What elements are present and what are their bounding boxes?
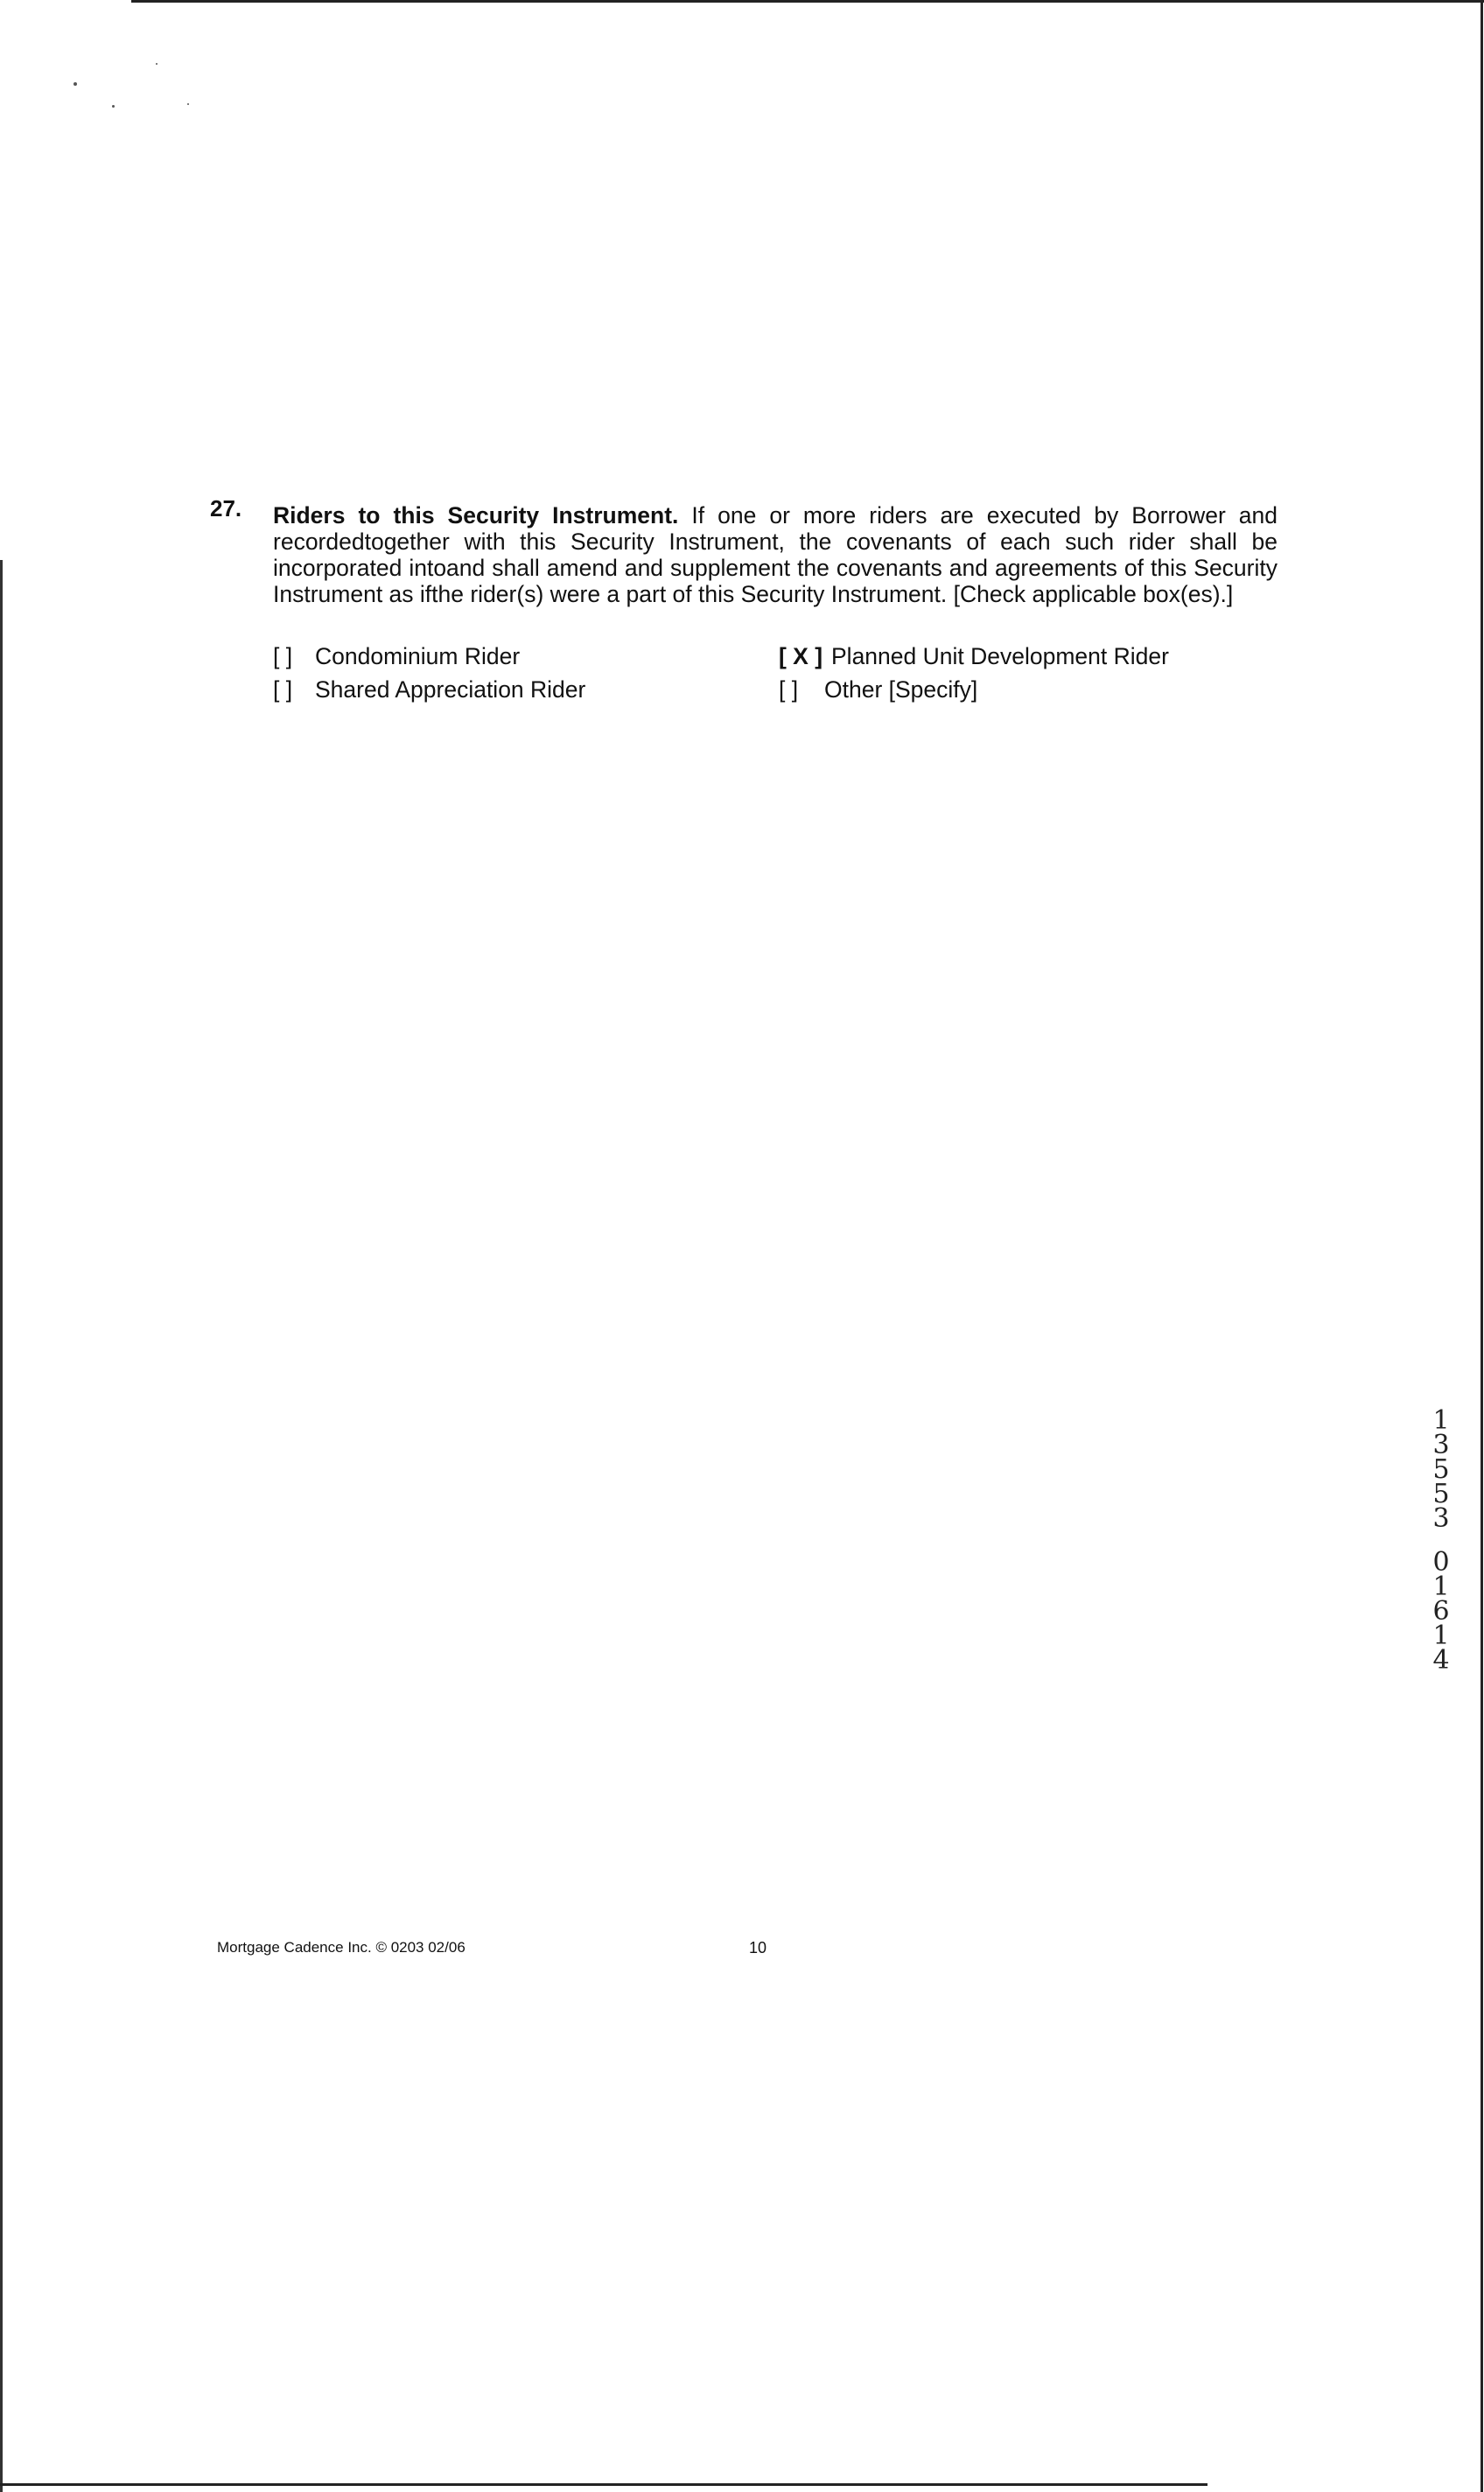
checkbox-mark: [ ] bbox=[273, 643, 293, 669]
stamp-digit: 1 bbox=[1432, 1405, 1450, 1436]
rider-shared-appreciation[interactable] bbox=[273, 676, 585, 703]
rider-planned-unit-development[interactable] bbox=[779, 643, 1169, 669]
stamp-digit: 3 bbox=[1432, 1430, 1450, 1460]
scan-speck bbox=[187, 103, 189, 105]
scan-speck bbox=[156, 63, 158, 65]
stamp-digit: 4 bbox=[1432, 1645, 1450, 1676]
scan-border-left bbox=[0, 560, 3, 2492]
scan-border-right bbox=[1480, 0, 1483, 2492]
rider-label: Shared Appreciation Rider bbox=[315, 676, 586, 703]
scan-border-bottom bbox=[0, 2483, 1208, 2486]
stamp-line-1 bbox=[1419, 1405, 1463, 1534]
stamp-digit: 3 bbox=[1432, 1503, 1450, 1534]
rider-label: Other [Specify] bbox=[824, 676, 978, 703]
scan-speck bbox=[74, 82, 77, 86]
stamp-digit: 5 bbox=[1432, 1454, 1450, 1485]
checkbox-mark-checked: [ X ] bbox=[779, 643, 823, 669]
section-number: 27. bbox=[210, 495, 242, 522]
stamp-digit: 1 bbox=[1432, 1620, 1450, 1651]
scan-border-top bbox=[131, 0, 1484, 3]
stamp-digit: 1 bbox=[1432, 1572, 1450, 1602]
section-paragraph bbox=[273, 502, 1278, 607]
stamp-line-2 bbox=[1419, 1547, 1463, 1676]
section-heading: Riders to this Security Instrument. bbox=[273, 502, 679, 528]
stamp-digit: 6 bbox=[1432, 1596, 1450, 1627]
recording-stamp bbox=[1419, 1405, 1463, 1676]
footer-copyright: Mortgage Cadence Inc. © 0203 02/06 bbox=[217, 1939, 466, 1956]
scan-speck bbox=[112, 105, 115, 108]
stamp-digit: 0 bbox=[1432, 1547, 1450, 1578]
checkbox-mark: [ ] bbox=[273, 676, 293, 703]
footer-page-number: 10 bbox=[749, 1939, 767, 1956]
rider-condominium[interactable] bbox=[273, 643, 520, 669]
section-body: If one or more riders are executed by Borrower and recordedtogether with this Security Instrument, the covenants of each such rider shall be incorporated intoand shall amend and supplement the covenants and agreements of this Security Instrument as ifthe rider(s) were a part of this Security Instrument. [Check applicable box(es).] bbox=[273, 502, 1278, 607]
checkbox-mark: [ ] bbox=[779, 676, 799, 703]
stamp-digit: 5 bbox=[1432, 1479, 1450, 1509]
rider-label: Planned Unit Development Rider bbox=[831, 643, 1169, 669]
rider-label: Condominium Rider bbox=[315, 643, 521, 669]
rider-other[interactable] bbox=[779, 676, 977, 703]
